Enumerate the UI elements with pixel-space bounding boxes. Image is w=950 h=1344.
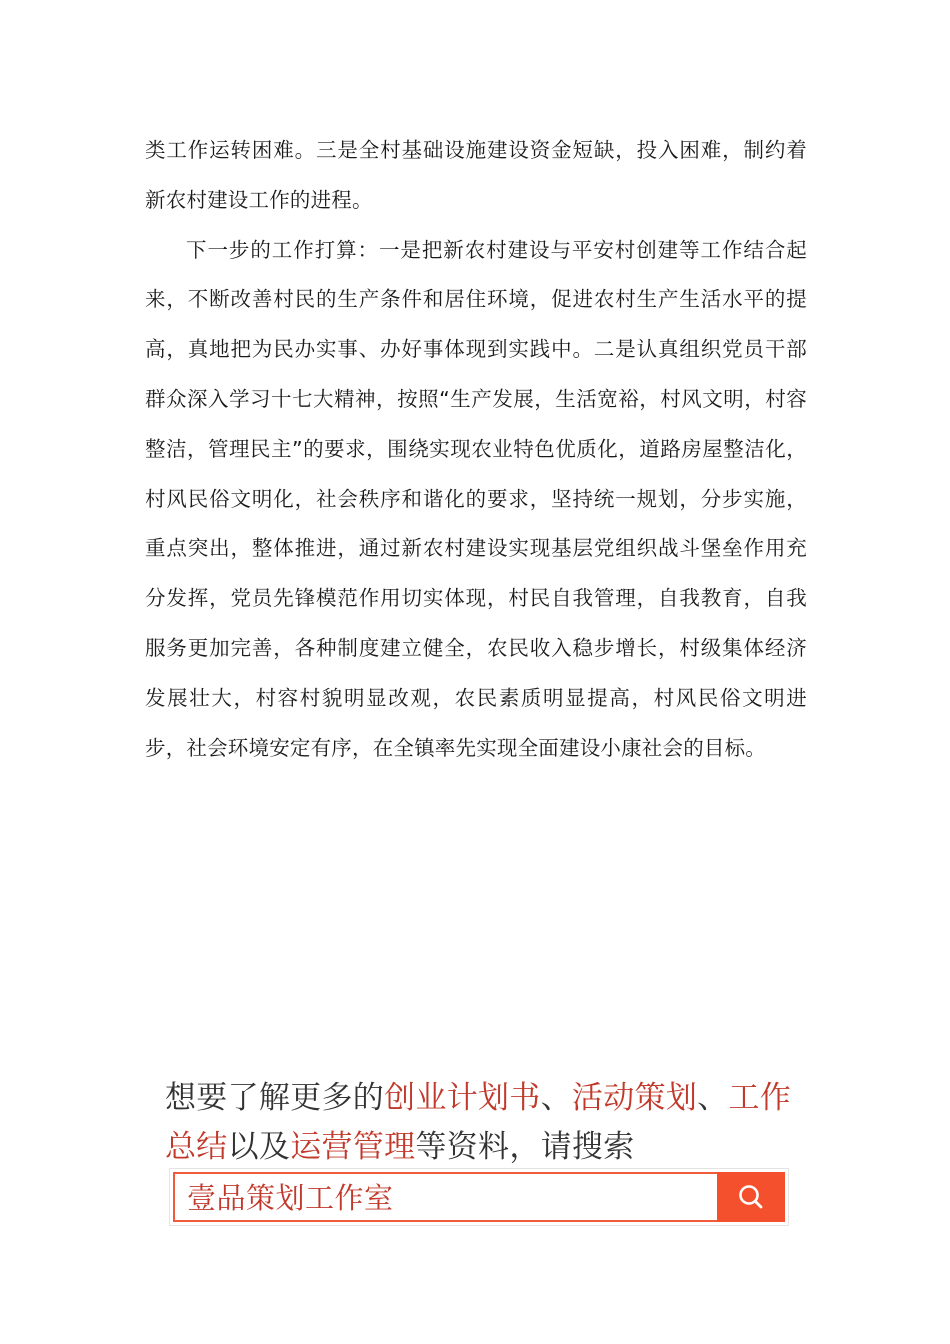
promo-banner xyxy=(165,1074,805,1172)
promo-intro: 想要了解更多的 xyxy=(165,1080,385,1116)
promo-separator: 、 xyxy=(697,1080,729,1116)
promo-mid: 以及 xyxy=(227,1129,291,1165)
search-icon xyxy=(737,1183,765,1211)
promo-separator: 、 xyxy=(540,1080,572,1116)
search-input-value: 壹品策划工作室 xyxy=(187,1181,394,1215)
promo-topic-operations[interactable]: 运营管理 xyxy=(290,1129,416,1165)
promo-topic-business-plan[interactable]: 创业计划书 xyxy=(384,1080,541,1116)
search-input[interactable] xyxy=(173,1172,717,1222)
promo-topic-event-planning[interactable]: 活动策划 xyxy=(571,1080,698,1116)
paragraph-continuation: 类工作运转困难。三是全村基础设施建设资金短缺，投入困难，制约着新农村建设工作的进程。 xyxy=(145,138,807,212)
document-body xyxy=(145,126,807,773)
search-bar xyxy=(169,1168,789,1226)
promo-outro: 等资料，请搜索 xyxy=(415,1129,635,1165)
paragraph-next-steps: 下一步的工作打算：一是把新农村建设与平安村创建等工作结合起来，不断改善村民的生产条件和居住环境，促进农村生产生活水平的提高，真地把为民办实事、办好事体现到实践中。二是认真组织党员干部群众深入学习十七大精神，按照“生产发展，生活宽裕，村风文明，村容整洁，管理民主”的要求，围绕实现农业特色优质化，道路房屋整洁化，村风民俗文明化，社会秩序和谐化的要求，坚持统一规划，分步实施，重点突出，整体推进，通过新农村建设实现基层党组织战斗堡垒作用充分发挥，党员先锋模范作用切实体现，村民自我管理，自我教育，自我服务更加完善，各种制度建立健全，农民收入稳步增长，村级集体经济发展壮大，村容村貌明显改观，农民素质明显提高，村风民俗文明进步，社会环境安定有序，在全镇率先实现全面建设小康社会的目标。 xyxy=(145,237,807,760)
promo-topic-work-summary[interactable]: 工作总结 xyxy=(165,1080,792,1165)
search-button[interactable] xyxy=(717,1172,785,1222)
